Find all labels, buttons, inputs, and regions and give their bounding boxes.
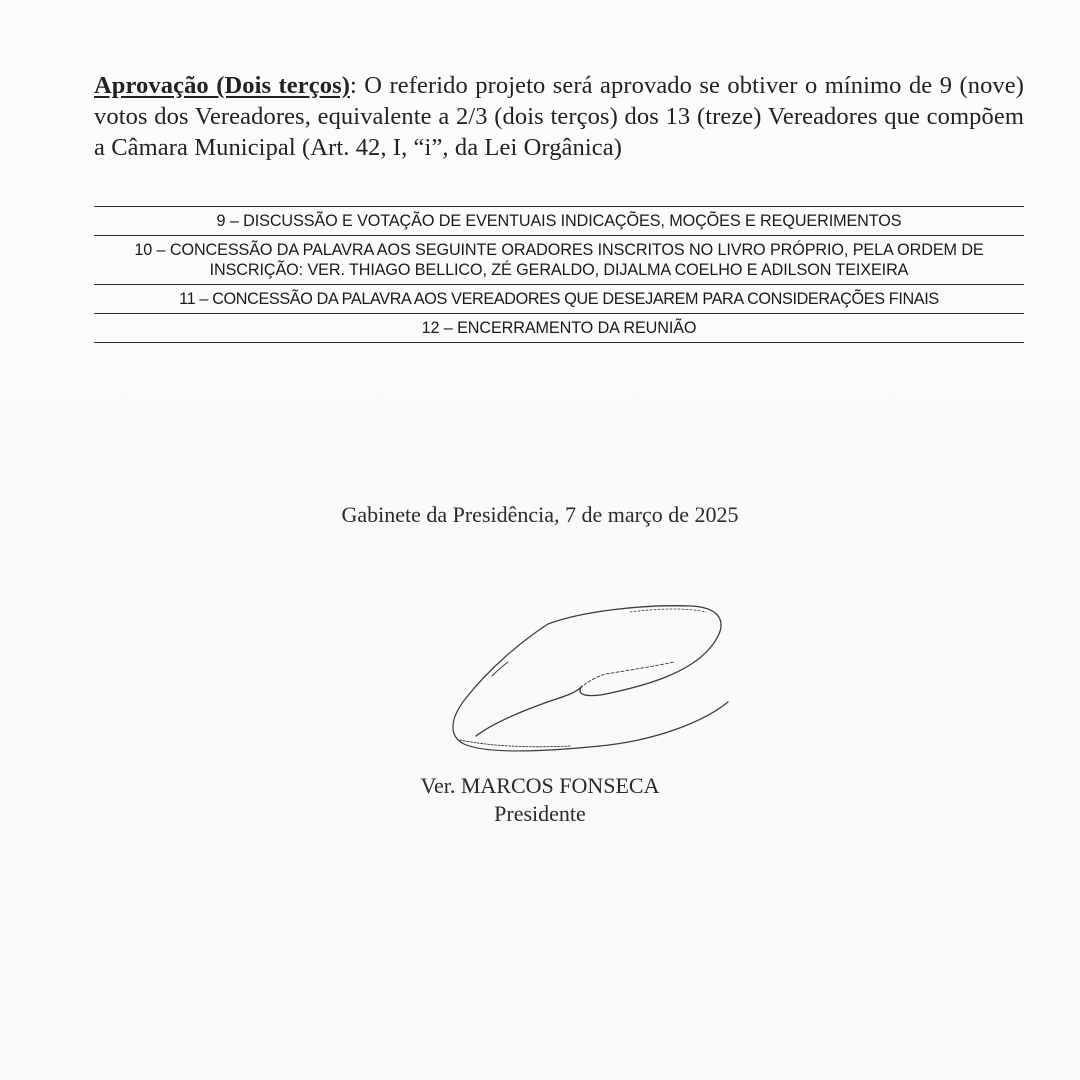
agenda-item: 12 – ENCERRAMENTO DA REUNIÃO — [94, 313, 1024, 343]
approval-paragraph — [94, 70, 1024, 163]
place-date: Gabinete da Presidência, 7 de março de 2025 — [341, 502, 739, 527]
agenda-item: 11 – CONCESSÃO DA PALAVRA AOS VEREADORES QUE DESEJAREM PARA CONSIDERAÇÕES FINAIS — [94, 284, 1024, 313]
signer-block — [0, 772, 1080, 828]
agenda-item: 10 – CONCESSÃO DA PALAVRA AOS SEGUINTE ORADORES INSCRITOS NO LIVRO PRÓPRIO, PELA ORDEM DE INSCRIÇÃO: VER. THIAGO BELLICO, ZÉ GERALDO, DIJALMA COELHO E ADILSON TEIXEIRA — [94, 235, 1024, 284]
approval-label: Aprovação (Dois terços) — [94, 72, 350, 99]
signature-image — [430, 590, 740, 760]
approval-text: : O referido projeto será aprovado se obtiver o mínimo de 9 (nove) votos dos Vereadores, equivalente a 2/3 (dois terços) dos 13 (treze) Vereadores que compõem a Câmara Municipal (Art. 42, I, “i”, da Lei Orgânica) — [94, 72, 1024, 161]
signer-role: Presidente — [494, 801, 586, 826]
agenda-item: 9 – DISCUSSÃO E VOTAÇÃO DE EVENTUAIS INDICAÇÕES, MOÇÕES E REQUERIMENTOS — [94, 206, 1024, 235]
agenda-list — [94, 206, 1024, 343]
signer-name: Ver. MARCOS FONSECA — [420, 773, 660, 798]
